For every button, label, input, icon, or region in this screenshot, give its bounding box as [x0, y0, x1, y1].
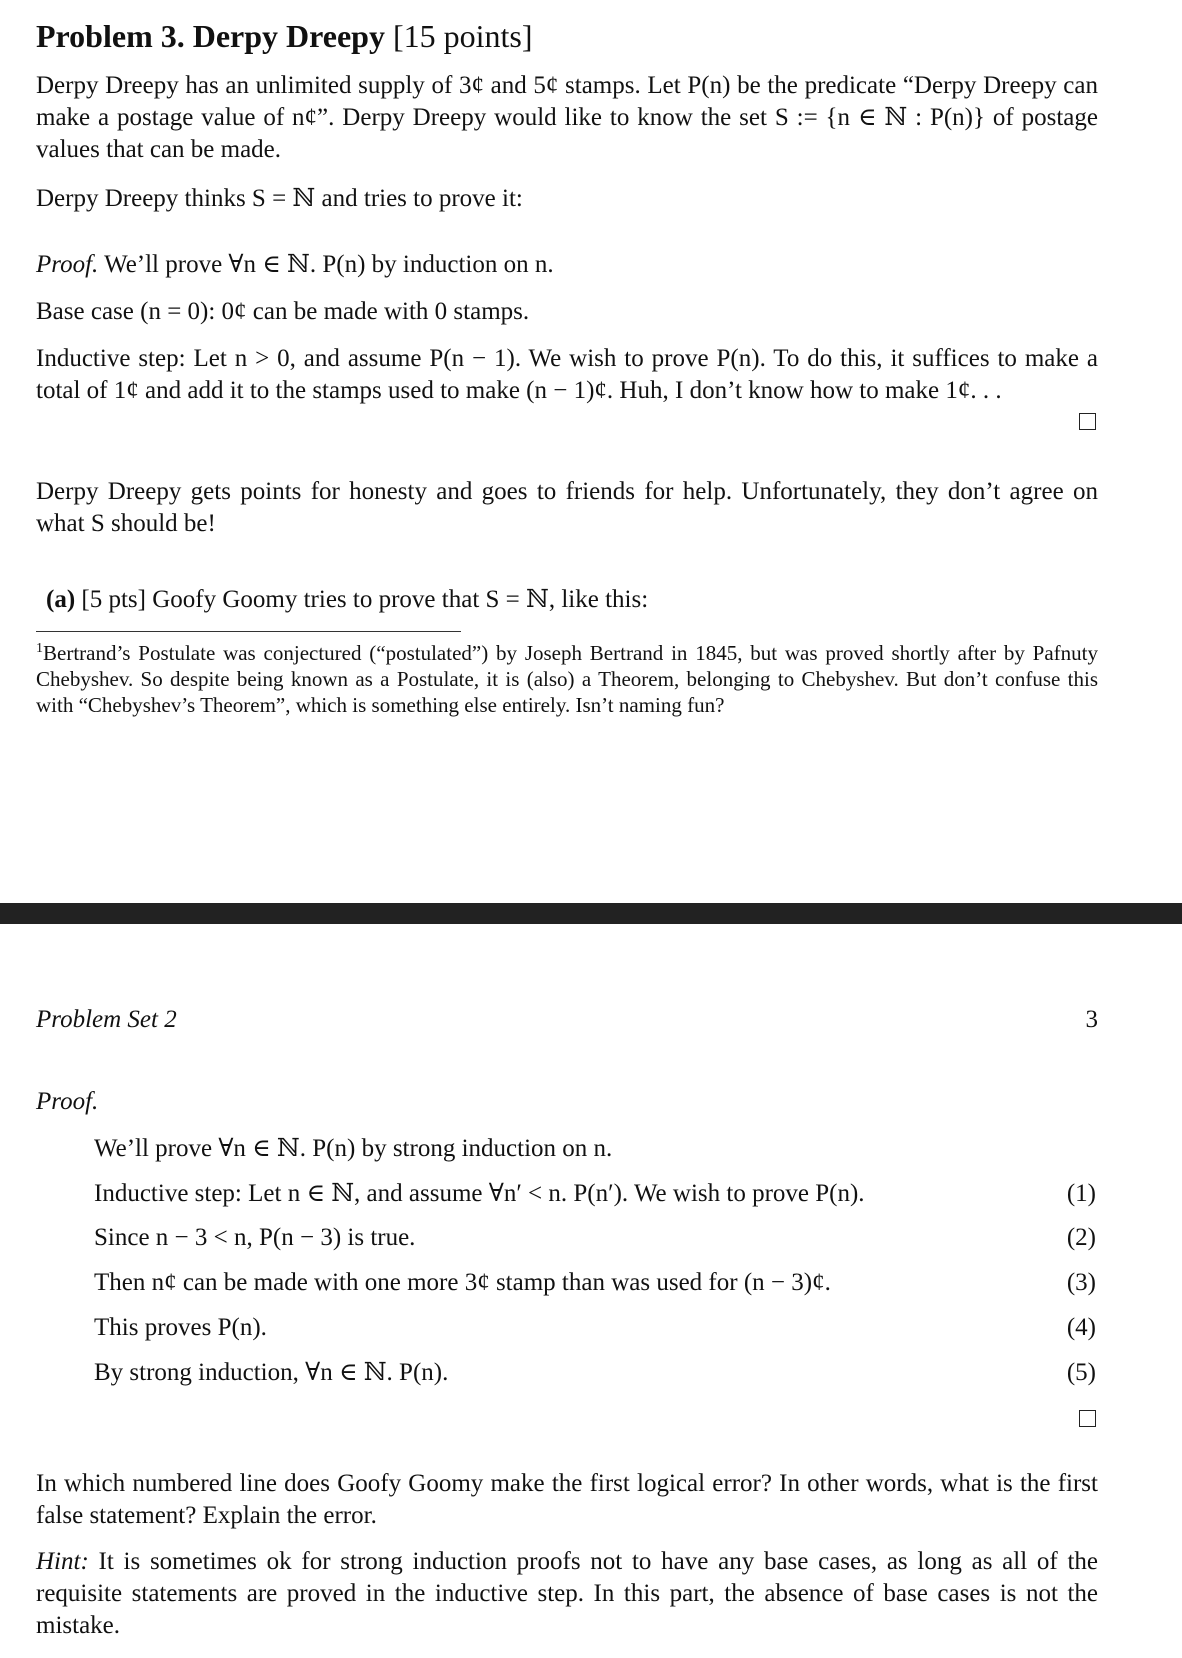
- intro-claim: Derpy Dreepy thinks S = ℕ and tries to prove it:: [36, 185, 523, 212]
- second-proof-label: Proof.: [36, 1088, 99, 1115]
- proof-step-4-number: (4): [1066, 1314, 1096, 1341]
- page-header-title: Problem Set 2: [36, 1006, 177, 1033]
- problem-points: [15 points]: [392, 18, 533, 54]
- first-proof-label: Proof.: [36, 251, 99, 278]
- inductive-step-paragraph: Inductive step: Let n > 0, and assume P(n − 1). We wish to prove P(n). To do this, it suffices to make a total of 1¢ and add it to the stamps used to make (n − 1)¢. Huh, I don’t know how to make 1¢. . .: [36, 345, 1098, 404]
- problem-title-text: Problem 3. Derpy Dreepy: [36, 18, 385, 54]
- help-paragraph: Derpy Dreepy gets points for honesty and goes to friends for help. Unfortunately, they don’t agree on what S should be!: [36, 478, 1098, 537]
- footnote-text: Bertrand’s Postulate was conjectured (“postulated”) by Joseph Bertrand in 1845, but was proved shortly after by Pafnuty Chebyshev. So despite being known as a Postulate, it is (also) a Theorem, belonging to Chebyshev. But don’t confuse this with “Chebyshev’s Theorem”, which is something else entirely. Isn’t naming fun?: [36, 641, 1098, 717]
- proof-step-2: Since n − 3 < n, P(n − 3) is true.: [94, 1224, 416, 1251]
- intro-paragraph: Derpy Dreepy has an unlimited supply of 3¢ and 5¢ stamps. Let P(n) be the predicate “Derpy Dreepy can make a postage value of n¢”. Derpy Dreepy would like to know the set S := {n ∈ ℕ : P(n)} of postage values that can be made.: [36, 72, 1098, 163]
- proof-step-3: Then n¢ can be made with one more 3¢ stamp than was used for (n − 3)¢.: [94, 1269, 831, 1296]
- proof-step-5: By strong induction, ∀n ∈ ℕ. P(n).: [94, 1359, 449, 1386]
- proof-step-2-number: (2): [1066, 1224, 1096, 1251]
- proof-step-1-number: (1): [1066, 1180, 1096, 1207]
- hint-paragraph: [36, 1546, 1098, 1642]
- first-proof-statement: We’ll prove ∀n ∈ ℕ. P(n) by induction on n.: [104, 251, 554, 278]
- footnote-rule: [36, 631, 461, 632]
- problem-title: [36, 18, 533, 55]
- hint-text: It is sometimes ok for strong induction proofs not to have any base cases, as long as all of the requisite statements are proved in the inductive step. In this part, the absence of base cases is not the mistake.: [36, 1548, 1098, 1639]
- second-proof-intro: We’ll prove ∀n ∈ ℕ. P(n) by strong induction on n.: [94, 1135, 613, 1162]
- hint-label: Hint:: [36, 1548, 89, 1575]
- qed-box-icon: [1079, 1410, 1096, 1432]
- footnote-marker: 1: [36, 641, 43, 656]
- proof-step-1: Inductive step: Let n ∈ ℕ, and assume ∀n′ < n. P(n′). We wish to prove P(n).: [94, 1180, 865, 1207]
- first-proof-line: [36, 249, 1098, 281]
- proof-step-3-number: (3): [1066, 1269, 1096, 1296]
- proof-step-4: This proves P(n).: [94, 1314, 267, 1341]
- qed-box-icon: [1079, 413, 1096, 435]
- base-case: Base case (n = 0): 0¢ can be made with 0 stamps.: [36, 298, 530, 325]
- proof-step-5-number: (5): [1066, 1359, 1096, 1386]
- part-a-heading: [46, 584, 1108, 616]
- page-number: 3: [1085, 1006, 1098, 1033]
- footnote: [36, 636, 1098, 718]
- page-break-divider: [0, 903, 1182, 924]
- part-a-text: Goofy Goomy tries to prove that S = ℕ, like this:: [152, 586, 649, 613]
- part-a-label: (a): [46, 586, 76, 613]
- question-paragraph: In which numbered line does Goofy Goomy make the first logical error? In other words, what is the first false statement? Explain the error.: [36, 1470, 1098, 1529]
- part-a-points: [5 pts]: [81, 586, 146, 613]
